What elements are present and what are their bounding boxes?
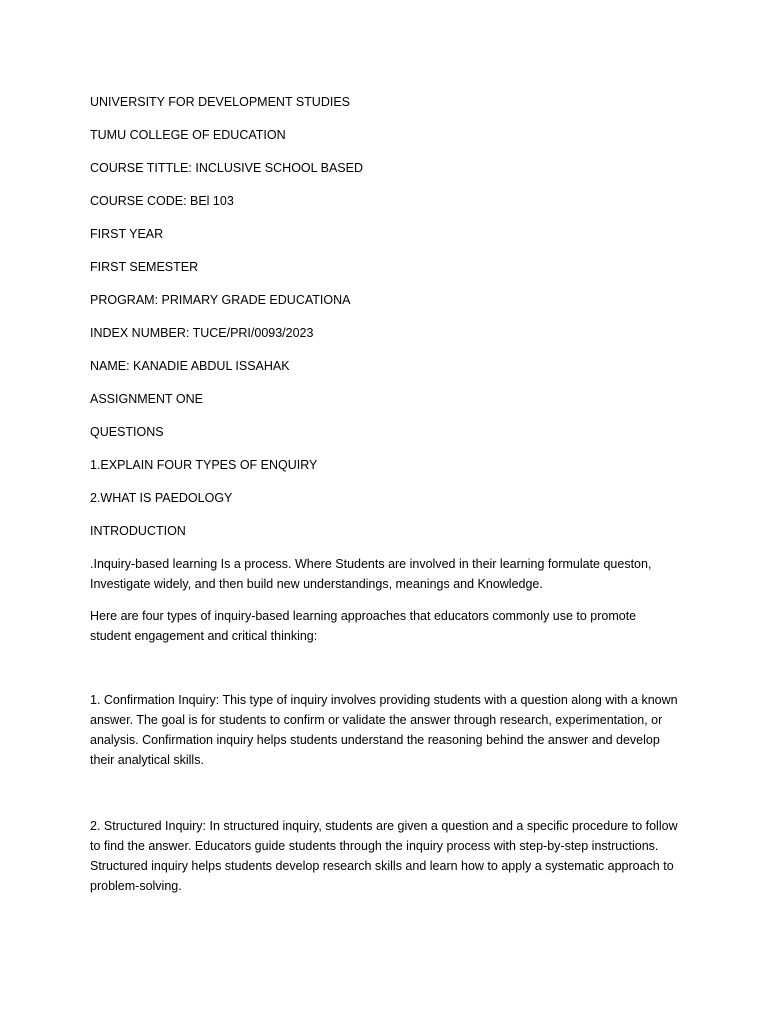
semester: FIRST SEMESTER <box>90 260 199 274</box>
confirmation-inquiry-paragraph: 1. Confirmation Inquiry: This type of inquiry involves providing students with a question along with a known answer. The goal is for students to confirm or validate the answer through research, experimentation, or analysis. Confirmation inquiry helps students understand the reasoning behind the answer and develop their analytical skills. <box>90 693 678 767</box>
intro-paragraph: .Inquiry-based learning Is a process. Where Students are involved in their learning formulate queston, Investigate widely, and then build new understandings, meanings and Knowledge. <box>90 557 652 591</box>
lead-paragraph: Here are four types of inquiry-based learning approaches that educators commonly use to promote student engagement and critical thinking: <box>90 609 637 643</box>
document-content <box>90 94 680 908</box>
student-name: NAME: KANADIE ABDUL ISSAHAK <box>90 359 290 373</box>
questions-heading: QUESTIONS <box>90 425 164 439</box>
university-name: UNIVERSITY FOR DEVELOPMENT STUDIES <box>90 95 351 109</box>
question-1: 1.EXPLAIN FOUR TYPES OF ENQUIRY <box>90 458 318 472</box>
introduction-heading: INTRODUCTION <box>90 524 186 538</box>
course-code: COURSE CODE: BEl 103 <box>90 194 234 208</box>
structured-inquiry-paragraph: 2. Structured Inquiry: In structured inquiry, students are given a question and a specific procedure to follow to find the answer. Educators guide students through the inquiry process with step-by-step instructions. Structured inquiry helps students develop research skills and learn how to apply a systematic approach to problem-solving. <box>90 819 678 893</box>
question-2: 2.WHAT IS PAEDOLOGY <box>90 491 233 505</box>
index-number: INDEX NUMBER: TUCE/PRI/0093/2023 <box>90 326 314 340</box>
assignment-title: ASSIGNMENT ONE <box>90 392 203 406</box>
program: PROGRAM: PRIMARY GRADE EDUCATIONA <box>90 293 351 307</box>
college-name: TUMU COLLEGE OF EDUCATION <box>90 128 286 142</box>
year: FIRST YEAR <box>90 227 164 241</box>
course-title: COURSE TITTLE: INCLUSIVE SCHOOL BASED <box>90 161 363 175</box>
